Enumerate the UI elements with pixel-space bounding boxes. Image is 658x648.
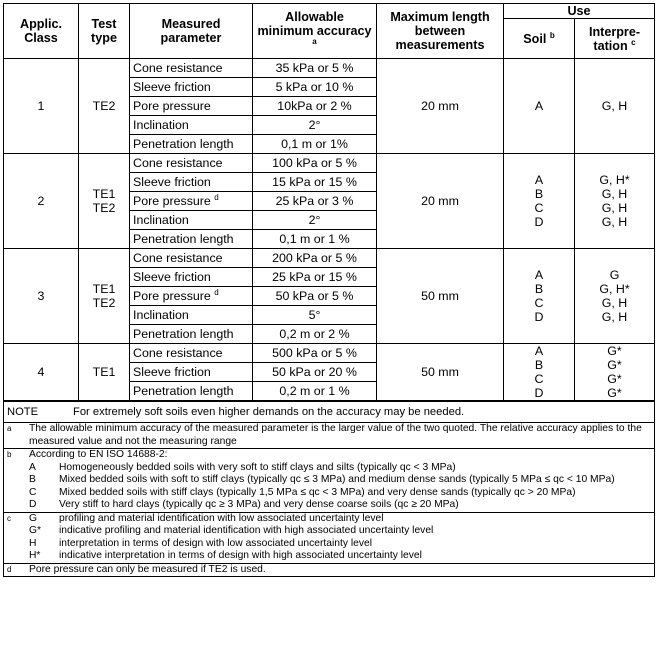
- accuracy-cell: 5°: [253, 306, 377, 325]
- accuracy-cell: 5 kPa or 10 %: [253, 78, 377, 97]
- measured-parameter-cell: [130, 287, 253, 306]
- list-item-text: Homogeneously bedded soils with very soft to stiff clays and silts (typically qc < 3 MPa): [59, 461, 456, 473]
- interpretation-cell: G G, H* G, H G, H: [575, 249, 655, 344]
- note-key: NOTE: [7, 406, 39, 418]
- parameter-name: Sleeve friction: [133, 365, 211, 380]
- footnote-a-text: The allowable minimum accuracy of the measured parameter is the larger value of the two quoted. The relative accuracy applies to the measured value and not the measuring range: [29, 423, 642, 447]
- accuracy-cell: 0,1 m or 1 %: [253, 230, 377, 249]
- measured-parameter-cell: [130, 382, 253, 401]
- measured-parameter-cell: [130, 78, 253, 97]
- header-interp-label: Interpre-tation: [588, 24, 641, 53]
- parameter-name: Sleeve friction: [133, 175, 211, 189]
- footnote-b-intro: According to EN ISO 14688-2:: [29, 449, 168, 460]
- list-item-text: Mixed bedded soils with stiff clays (typically 1,5 MPa ≤ qc < 3 MPa) and very dense sands (typically qc > 20 MPa): [59, 486, 576, 498]
- header-measured-parameter: Measured parameter: [130, 4, 253, 59]
- list-item-key: A: [29, 461, 36, 473]
- max-length-cell: 50 mm: [377, 344, 504, 402]
- footnote-ref-c: c: [631, 37, 636, 47]
- list-item: [29, 525, 651, 538]
- accuracy-cell: 25 kPa or 3 %: [253, 192, 377, 211]
- footnote-b-key: b: [7, 450, 12, 459]
- measured-parameter-cell: [130, 192, 253, 211]
- parameter-name: Penetration length: [133, 137, 234, 151]
- accuracy-cell: 2°: [253, 211, 377, 230]
- measured-parameter-cell: [130, 97, 253, 116]
- footnote-ref-a: a: [312, 36, 317, 46]
- note-text: For extremely soft soils even higher demands on the accuracy may be needed.: [73, 406, 465, 418]
- soil-cell: A B C D: [504, 344, 575, 402]
- note: [7, 405, 651, 419]
- note-row: [4, 401, 655, 423]
- max-length-cell: 20 mm: [377, 59, 504, 154]
- header-applic-class: Applic. Class: [4, 4, 79, 59]
- accuracy-cell: 500 kPa or 5 %: [253, 344, 377, 363]
- header-soil-label: Soil: [523, 31, 547, 46]
- measured-parameter-cell: [130, 268, 253, 287]
- measured-parameter-cell: [130, 154, 253, 173]
- measured-parameter-cell: [130, 363, 253, 382]
- list-item: [29, 513, 651, 526]
- header-allowable-accuracy: [253, 4, 377, 59]
- interpretation-cell: G* G* G* G*: [575, 344, 655, 402]
- header-test-type: Test type: [79, 4, 130, 59]
- class-cell: 1: [4, 59, 79, 154]
- measured-parameter-cell: [130, 135, 253, 154]
- parameter-name: Pore pressure: [133, 99, 211, 113]
- footnote-d-key: d: [7, 564, 12, 574]
- list-item-text: interpretation in terms of design with low associated uncertainty level: [59, 537, 373, 549]
- parameter-name: Cone resistance: [133, 61, 223, 75]
- parameter-name: Inclination: [133, 213, 189, 227]
- parameter-name: Penetration length: [133, 384, 234, 399]
- parameter-name: Pore pressure: [133, 194, 211, 208]
- footnote-ref-d: d: [214, 192, 219, 202]
- footnote-b: [7, 449, 651, 512]
- soil-cell: A B C D: [504, 249, 575, 344]
- accuracy-cell: 10kPa or 2 %: [253, 97, 377, 116]
- list-item-text: Mixed bedded soils with soft to stiff clays (typically qc ≤ 3 MPa) and medium dense sands (typically 5 MPa ≤ qc < 10 MPa): [59, 474, 615, 485]
- accuracy-cell: 100 kPa or 5 %: [253, 154, 377, 173]
- footnote-d: [7, 564, 651, 577]
- accuracy-cell: 0,1 m or 1%: [253, 135, 377, 154]
- accuracy-cell: 35 kPa or 5 %: [253, 59, 377, 78]
- class-cell: 4: [4, 344, 79, 402]
- measured-parameter-cell: [130, 325, 253, 344]
- footnote-d-row: [4, 563, 655, 577]
- accuracy-cell: 2°: [253, 116, 377, 135]
- footnote-d-text: Pore pressure can only be measured if TE2 is used.: [29, 563, 266, 575]
- measured-parameter-cell: [130, 116, 253, 135]
- class-cell: 3: [4, 249, 79, 344]
- footnote-a-row: [4, 423, 655, 449]
- table-row: [4, 59, 655, 78]
- list-item-key: B: [29, 474, 36, 485]
- table-row: [4, 344, 655, 363]
- max-length-cell: 20 mm: [377, 154, 504, 249]
- header-row: [4, 4, 655, 19]
- test-type-cell: TE1 TE2: [79, 249, 130, 344]
- footnote-ref-d: d: [214, 287, 219, 297]
- header-interpretation: [575, 19, 655, 59]
- footnote-b-row: [4, 449, 655, 513]
- list-item-key: H: [29, 537, 37, 549]
- measured-parameter-cell: [130, 230, 253, 249]
- footnote-ref-b: b: [549, 30, 555, 40]
- interpretation-list: [29, 513, 651, 563]
- list-item-key: D: [29, 499, 37, 510]
- table-row: [4, 154, 655, 173]
- measured-parameter-cell: [130, 344, 253, 363]
- list-item-text: Very stiff to hard clays (typically qc ≥ 3 MPa) and very dense coarse soils (qc ≥ 20 MPa): [59, 499, 459, 510]
- accuracy-cell: 50 kPa or 20 %: [253, 363, 377, 382]
- table-row: [4, 249, 655, 268]
- max-length-cell: 50 mm: [377, 249, 504, 344]
- header-max-length: Maximum length between measurements: [377, 4, 504, 59]
- footnote-c: [7, 513, 651, 563]
- list-item-text: indicative profiling and material identification with high associated uncertainty level: [59, 525, 434, 536]
- measured-parameter-cell: [130, 59, 253, 78]
- class-cell: 2: [4, 154, 79, 249]
- accuracy-cell: 200 kPa or 5 %: [253, 249, 377, 268]
- list-item-text: indicative interpretation in terms of design with high associated uncertainty level: [59, 550, 422, 561]
- parameter-name: Inclination: [133, 118, 189, 132]
- accuracy-cell: 0,2 m or 1 %: [253, 382, 377, 401]
- test-type-cell: TE1 TE2: [79, 154, 130, 249]
- accuracy-cell: 15 kPa or 15 %: [253, 173, 377, 192]
- interpretation-cell: G, H* G, H G, H G, H: [575, 154, 655, 249]
- header-soil: [504, 19, 575, 59]
- list-item-key: G: [29, 512, 38, 524]
- soil-type-list: [29, 462, 651, 512]
- accuracy-cell: 25 kPa or 15 %: [253, 268, 377, 287]
- measured-parameter-cell: [130, 211, 253, 230]
- footnote-c-row: [4, 512, 655, 563]
- parameter-name: Cone resistance: [133, 346, 223, 361]
- parameter-name: Penetration length: [133, 232, 234, 246]
- list-item: [29, 462, 651, 475]
- soil-cell: A: [504, 59, 575, 154]
- parameter-name: Cone resistance: [133, 251, 223, 265]
- list-item: [29, 474, 651, 487]
- measured-parameter-cell: [130, 306, 253, 325]
- parameter-name: Sleeve friction: [133, 80, 211, 94]
- parameter-name: Pore pressure: [133, 289, 211, 303]
- parameter-name: Cone resistance: [133, 156, 223, 170]
- interpretation-cell: G, H: [575, 59, 655, 154]
- footnote-c-key: c: [7, 513, 11, 523]
- test-type-cell: TE2: [79, 59, 130, 154]
- footnote-a-key: a: [7, 424, 12, 433]
- test-type-cell: TE1: [79, 344, 130, 402]
- accuracy-cell: 0,2 m or 2 %: [253, 325, 377, 344]
- measured-parameter-cell: [130, 249, 253, 268]
- footnote-a: [7, 423, 651, 448]
- list-item-key: C: [29, 486, 37, 498]
- header-use: Use: [504, 4, 655, 19]
- application-class-table: [3, 3, 655, 577]
- list-item: [29, 550, 651, 563]
- soil-cell: A B C D: [504, 154, 575, 249]
- list-item: [29, 538, 651, 551]
- header-allowable-label: Allowable minimum accuracy: [257, 10, 372, 38]
- parameter-name: Penetration length: [133, 327, 234, 341]
- parameter-name: Sleeve friction: [133, 270, 211, 284]
- cpt-classes-document: [3, 3, 654, 577]
- list-item-key: G*: [29, 525, 42, 536]
- list-item-text: profiling and material identification with low associated uncertainty level: [59, 512, 384, 524]
- accuracy-cell: 50 kPa or 5 %: [253, 287, 377, 306]
- measured-parameter-cell: [130, 173, 253, 192]
- list-item-key: H*: [29, 550, 41, 561]
- parameter-name: Inclination: [133, 308, 189, 322]
- list-item: [29, 499, 651, 512]
- list-item: [29, 487, 651, 500]
